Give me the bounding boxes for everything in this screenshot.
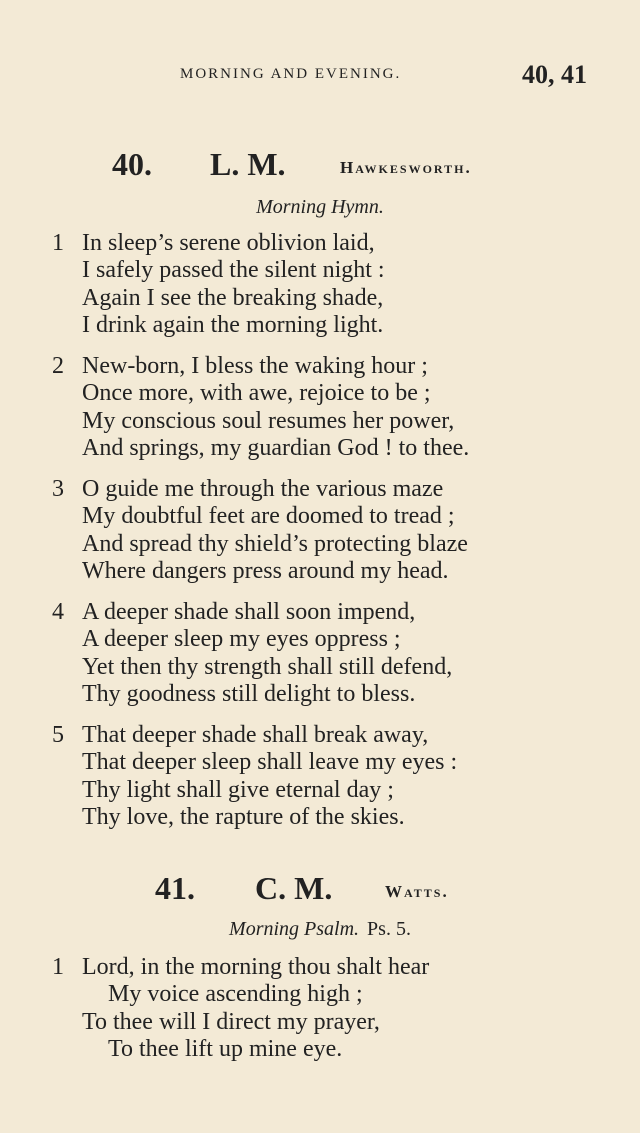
verse-line: A deeper shade shall soon impend, (82, 599, 416, 625)
verse-line: I safely passed the silent night : (82, 257, 385, 283)
verse-line: Thy light shall give eternal day ; (82, 777, 394, 803)
verse-line: Yet then thy strength shall still defend, (82, 654, 453, 680)
verse-line: New-born, I bless the waking hour ; (82, 353, 428, 379)
hymn-author: Watts. (385, 882, 449, 901)
hymn-41-heading (0, 870, 640, 910)
verse-line: My conscious soul resumes her power, (82, 408, 455, 434)
verse-line: My doubtful feet are doomed to tread ; (82, 503, 455, 529)
verse-line: And spread thy shield’s protecting blaze (82, 531, 468, 557)
running-head: MORNING AND EVENING. (180, 66, 402, 82)
stanza-number: 1 (52, 230, 64, 256)
hymn-author: Hawkesworth. (340, 158, 472, 177)
verse-line: Where dangers press around my head. (82, 558, 449, 584)
verse-line: In sleep’s serene oblivion laid, (82, 230, 375, 256)
stanza-number: 1 (52, 954, 64, 980)
hymn-41-title (0, 918, 640, 941)
hymn-40-heading (0, 146, 640, 186)
hymn-number: 41. (155, 870, 195, 906)
hymn-number: 40. (112, 146, 152, 182)
verse-line: Lord, in the morning thou shalt hear (82, 954, 430, 980)
verse-line: Thy goodness still delight to bless. (82, 681, 416, 707)
hymn-meter: C. M. (255, 870, 333, 906)
page-number: 40, 41 (522, 60, 587, 89)
stanza-number: 3 (52, 476, 64, 502)
verse-line: And springs, my guardian God ! to thee. (82, 435, 470, 461)
verse-line: That deeper sleep shall leave my eyes : (82, 749, 458, 775)
verse-line: A deeper sleep my eyes oppress ; (82, 626, 401, 652)
verse-line: I drink again the morning light. (82, 312, 384, 338)
verse-line: Once more, with awe, rejoice to be ; (82, 380, 431, 406)
stanza-number: 5 (52, 722, 64, 748)
verse-line: Again I see the breaking shade, (82, 285, 384, 311)
verse-line: O guide me through the various maze (82, 476, 444, 502)
verse-line: To thee lift up mine eye. (108, 1036, 343, 1062)
verse-line: That deeper shade shall break away, (82, 722, 429, 748)
stanza-number: 2 (52, 353, 64, 379)
verse-line: Thy love, the rapture of the skies. (82, 804, 405, 830)
hymn-meter: L. M. (210, 146, 286, 182)
stanza-number: 4 (52, 599, 64, 625)
hymn-title: Morning Psalm. (229, 918, 360, 940)
verse-line: My voice ascending high ; (108, 981, 363, 1007)
scripture-reference: Ps. 5. (367, 918, 411, 940)
hymn-40-title (0, 196, 640, 219)
hymn-title: Morning Hymn. (256, 196, 384, 218)
verse-line: To thee will I direct my prayer, (82, 1009, 380, 1035)
